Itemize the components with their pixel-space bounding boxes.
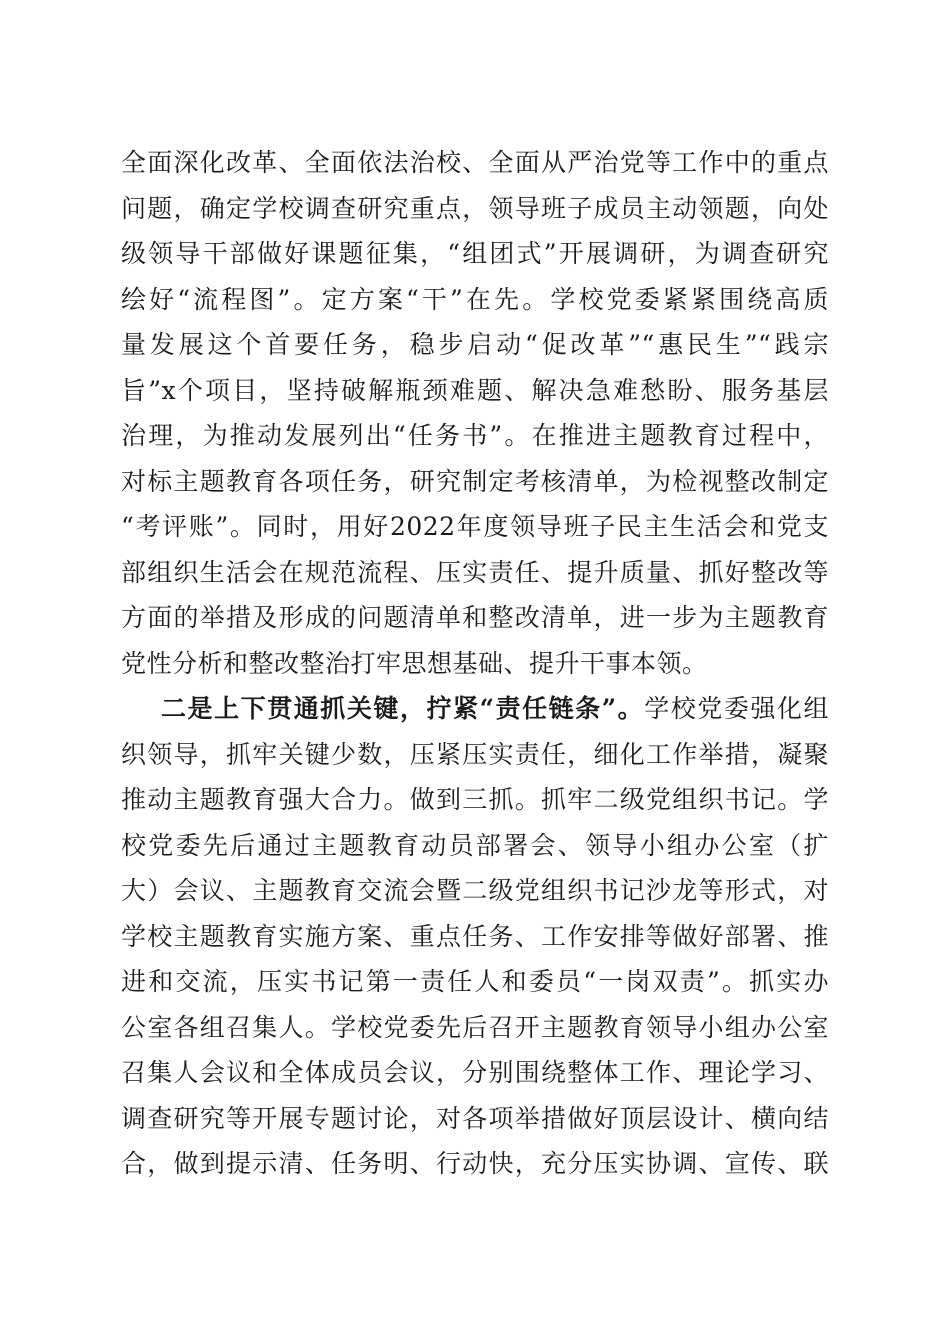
text-line: 织领导，抓牢关键少数，压紧压实责任，细化工作举措，凝聚 <box>121 739 829 769</box>
text-line: 旨”x个项目，坚持破解瓶颈难题、解决急难愁盼、服务基层 <box>121 375 829 405</box>
text-line: 绘好“流程图”。定方案“干”在先。学校党委紧紧围绕高质 <box>121 284 829 314</box>
text-line: 合，做到提示清、任务明、行动快，充分压实协调、宣传、联 <box>121 1149 829 1178</box>
text-line: 调查研究等开展专题讨论，对各项举措做好顶层设计、横向结 <box>121 1103 829 1133</box>
text-line: “考评账”。同时，用好2022年度领导班子民主生活会和党支 <box>121 512 829 541</box>
text-line: 量发展这个首要任务，稳步启动“促改革”“惠民生”“践宗 <box>121 330 829 359</box>
text-line: 进和交流，压实书记第一责任人和委员“一岗双责”。抓实办 <box>121 967 829 996</box>
body-text <box>121 140 829 1187</box>
text-line: 大）会议、主题教育交流会暨二级党组织书记沙龙等形式，对 <box>121 876 829 905</box>
text-line: 方面的举措及形成的问题清单和整改清单，进一步为主题教育 <box>121 603 829 632</box>
text-line: 召集人会议和全体成员会议，分别围绕整体工作、理论学习、 <box>121 1058 829 1087</box>
paragraph-1 <box>121 140 829 686</box>
text-line: 全面深化改革、全面依法治校、全面从严治党等工作中的重点 <box>121 148 829 177</box>
text-line: 公室各组召集人。学校党委先后召开主题教育领导小组办公室 <box>121 1012 829 1042</box>
paragraph-2 <box>121 686 829 1187</box>
paragraph-2-first-line <box>121 686 829 732</box>
text-line: 问题，确定学校调查研究重点，领导班子成员主动领题，向处 <box>121 193 829 223</box>
paragraph-heading: 二是上下贯通抓关键，拧紧“责任链条”。 <box>161 694 645 723</box>
text-line: 部组织生活会在规范流程、压实责任、提升质量、抓好整改等 <box>121 557 829 587</box>
text-line: 治理，为推动发展列出“任务书”。在推进主题教育过程中， <box>121 421 829 450</box>
text-line: 校党委先后通过主题教育动员部署会、领导小组办公室（扩 <box>121 830 829 860</box>
text-line: 推动主题教育强大合力。做到三抓。抓牢二级党组织书记。学 <box>121 785 829 814</box>
text-line: 对标主题教育各项任务，研究制定考核清单，为检视整改制定 <box>121 466 829 496</box>
text-line: 学校主题教育实施方案、重点任务、工作安排等做好部署、推 <box>121 921 829 951</box>
paragraph-2-first-rest: 学校党委强化组 <box>644 694 829 723</box>
text-line: 党性分析和整改整治打牢思想基础、提升干事本领。 <box>121 648 708 678</box>
text-line: 级领导干部做好课题征集，“组团式”开展调研，为调查研究 <box>121 239 829 268</box>
